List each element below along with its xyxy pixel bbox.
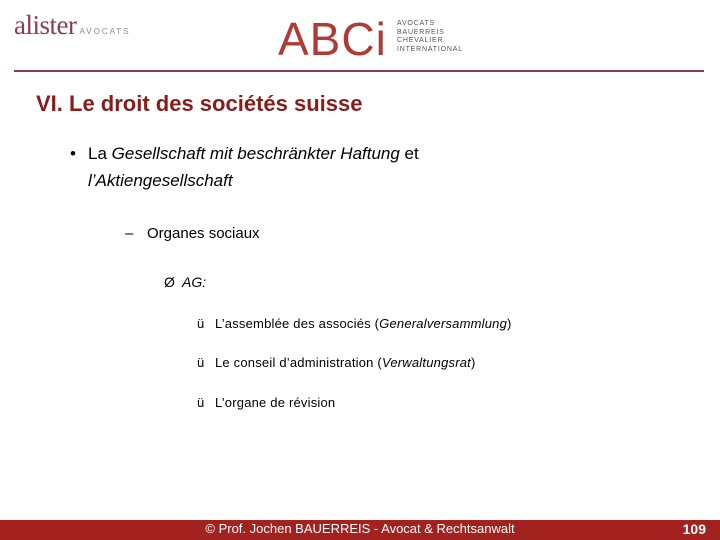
arrow-item xyxy=(164,274,206,290)
abci-line: AVOCATS xyxy=(397,20,436,27)
arrow-marker: Ø xyxy=(164,274,175,290)
bullet-term-1: Gesellschaft mit beschränkter Haftung xyxy=(111,144,400,163)
slide-title: VI. Le droit des sociétés suisse xyxy=(36,91,363,116)
dash-marker: – xyxy=(125,225,134,242)
bullet-mid: et xyxy=(399,144,419,163)
check-text: L’assemblée des associés ( xyxy=(215,316,380,331)
check-term: Verwaltungsrat xyxy=(381,355,471,370)
check-marker: ü xyxy=(197,355,205,370)
check-text: Le conseil d’administration ( xyxy=(215,355,382,370)
abci-line: BAUERREIS xyxy=(397,28,445,36)
alister-logo xyxy=(14,10,131,41)
check-marker: ü xyxy=(197,316,205,331)
check-text: L’organe de révision xyxy=(215,395,336,410)
alister-logo-text: alister xyxy=(14,10,77,40)
check-item xyxy=(197,316,512,331)
header-divider xyxy=(14,70,704,72)
alister-logo-sub: AVOCATS xyxy=(79,27,131,36)
check-end: ) xyxy=(470,355,476,370)
dash-text: Organes sociaux xyxy=(147,225,260,242)
bullet-item xyxy=(70,140,590,194)
abci-logo-lines xyxy=(397,20,487,54)
bullet-marker: • xyxy=(70,144,76,163)
dash-item xyxy=(125,225,260,242)
bullet-term-2: l’Aktiengesellschaft xyxy=(88,171,233,190)
footer-copyright: © Prof. Jochen BAUERREIS - Avocat & Rechtsanwalt xyxy=(205,521,515,536)
abci-line: CHEVALIER xyxy=(397,37,444,44)
abci-logo-text: ABCi xyxy=(278,13,387,65)
check-item xyxy=(197,395,335,410)
footer-bar xyxy=(0,520,720,540)
check-term: Generalversammlung xyxy=(379,316,508,331)
check-item xyxy=(197,355,476,370)
page-number: 109 xyxy=(682,521,706,537)
bullet-prefix: La xyxy=(88,144,112,163)
check-marker: ü xyxy=(197,395,205,410)
abci-line: INTERNATIONAL xyxy=(397,45,463,53)
arrow-text: AG: xyxy=(182,274,207,290)
check-end: ) xyxy=(507,316,512,331)
